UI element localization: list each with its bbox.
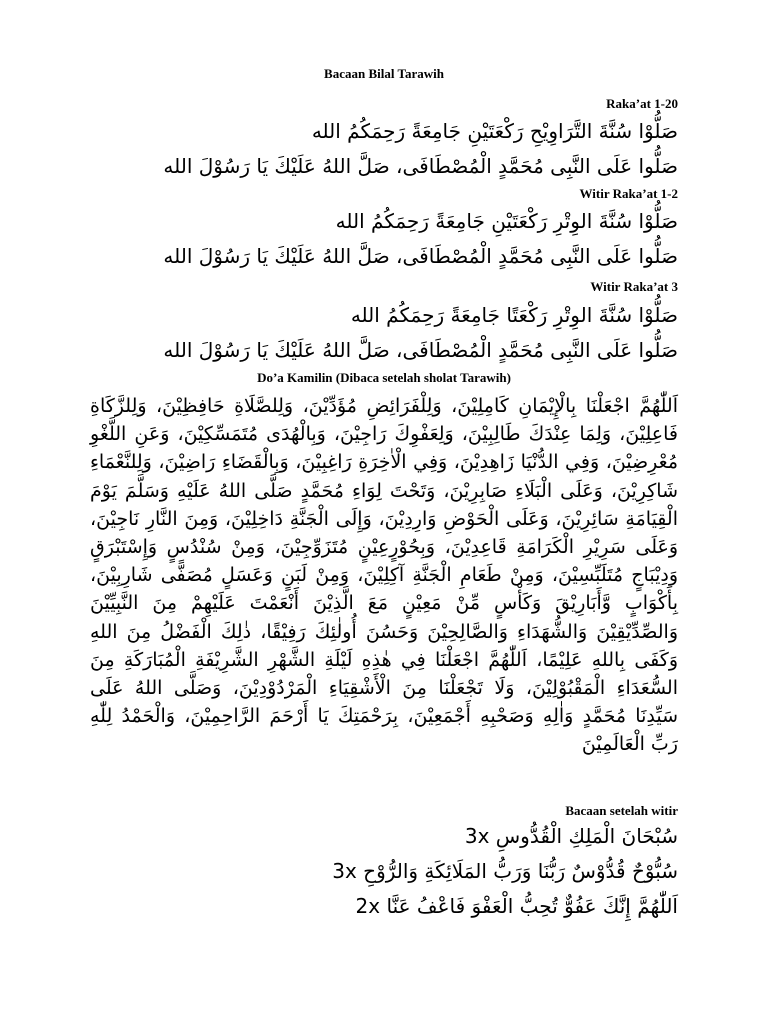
section-heading-rakaat-1-20: Raka’at 1-20 — [606, 96, 678, 111]
document-title: Bacaan Bilal Tarawih — [324, 66, 444, 81]
doa-kamilin-heading: Do’a Kamilin (Dibaca setelah sholat Tarawih) — [257, 370, 511, 385]
section-heading-witir-3: Witir Raka’at 3 — [590, 279, 678, 294]
tasbih-text: سُبْحَانَ الْمَلِكِ الْقُدُّوسِ — [495, 824, 678, 848]
repeat-count: 2x — [355, 894, 381, 918]
shalawat-line: صَلُّوا عَلَى النَّبِى مُحَمَّدٍ الْمُصْطَافَى، صَلَّ اللهُ عَلَيْكَ يَا رَسُوْلَ الله — [163, 244, 678, 268]
doa-kamilin-text: اَللّٰهُمَّ اجْعَلْنَا بِالْإِيْمَانِ كَامِلِيْنَ، وَلِلْفَرَائِضِ مُؤَدِّيْنَ، وَلِلصَّلَاةِ حَافِظِيْنَ، وَلِلزَّكَاةِ فَاعِلِيْنَ، وَلِمَا عِنْدَكَ طَالِبِيْنَ، وَلِعَفْوِكَ رَاجِيْنَ، وَبِالْهُدَى مُتَمَسِّكِيْنَ، وَعَنِ اللَّغْوِ مُعْرِضِيْنَ، وَفِي الدُّنْيَا زَاهِدِيْنَ، وَفِي الْاٰخِرَةِ رَاغِبِيْنَ، وَبِالْقَضَاءِ رَاضِيْنَ، وَلِلنَّعْمَاءِ شَاكِرِيْنَ، وَعَلَى الْبَلَاءِ صَابِرِيْنَ، وَتَحْتَ لِوَاءِ مُحَمَّدٍ صَلَّى اللهُ عَلَيْهِ وَسَلَّمَ يَوْمَ الْقِيَامَةِ سَائِرِيْنَ، وَعَلَى الْحَوْضِ وَارِدِيْنَ، وَإِلَى الْجَنَّةِ دَاخِلِيْنَ، وَمِنَ النَّارِ نَاجِيْنَ، وَعَلَى سَرِيْرِ الْكَرَامَةِ قَاعِدِيْنَ، وَبِحُوْرٍعِيْنٍ مُتَزَوِّجِيْنَ، وَمِنْ سُنْدُسٍ وَإِسْتَبْرَقٍ وَدِيْبَاجٍ مُتَلَبِّسِيْنَ، وَمِنْ طَعَامِ الْجَنَّةِ آكِلِيْنَ، وَمِنْ لَبَنٍ وَعَسَلٍ مُصَفًّى شَارِبِيْنَ، بِأَكْوَابٍ وَّأَبَارِيْقَ وَكَأْسٍ مِّنْ مَعِيْنٍ مَعَ الَّذِيْنَ أَنْعَمْتَ عَلَيْهِمْ مِنَ النَّبِيِّيْنَ وَالصِّدِّيْقِيْنَ وَالشُّهَدَاءِ وَالصَّالِحِيْنَ وَحَسُنَ أُولٰئِكَ رَفِيْقًا، ذٰلِكَ الْفَضْلُ مِنَ اللهِ وَكَفَى بِاللهِ عَلِيْمًا، اَللّٰهُمَّ اجْعَلْنَا فِي هٰذِهِ لَيْلَةِ الشَّهْرِ الشَّرِيْفَةِ الْمُبَارَكَةِ مِنَ السُّعَدَاءِ الْمَقْبُوْلِيْنَ، وَلَا تَجْعَلْنَا مِنَ الْأَشْقِيَاءِ الْمَرْدُوْدِيْنَ، وَصَلَّى اللهُ عَلَى سَيِّدِنَا مُحَمَّدٍ وَاٰلِهِ وَصَحْبِهِ أَجْمَعِيْنَ، بِرَحْمَتِكَ يَا أَرْحَمَ الرَّاحِمِيْنَ، وَالْحَمْدُ لِلّٰهِ رَبِّ الْعَالَمِيْنَ — [90, 395, 678, 756]
tasbih-text: سُبُّوْحٌ قُدُّوْسٌ رَبُّنَا وَرَبُّ المَلَائِكَةِ وَالرُّوْحِ — [363, 859, 678, 883]
repeat-count: 3x — [464, 824, 490, 848]
bilal-line: صَلُّوْا سُنَّةَ الوِتْرِ رَكْعَتًا جَامِعَةً رَحِمَكُمُ الله — [350, 303, 678, 327]
shalawat-line: صَلُّوا عَلَى النَّبِى مُحَمَّدٍ الْمُصْطَافَى، صَلَّ اللهُ عَلَيْكَ يَا رَسُوْلَ الله — [163, 154, 678, 178]
doa-text: اَللّٰهُمَّ إِنَّكَ عَفُوٌّ تُحِبُّ الْعَفْوَ فَاعْفُ عَنَّا — [386, 894, 678, 918]
shalawat-line: صَلُّوا عَلَى النَّبِى مُحَمَّدٍ الْمُصْطَافَى، صَلَّ اللهُ عَلَيْكَ يَا رَسُوْلَ الله — [163, 338, 678, 362]
doa-line — [0, 894, 678, 918]
witir-after-heading: Bacaan setelah witir — [565, 803, 678, 818]
section-heading-witir-1-2: Witir Raka’at 1-2 — [579, 186, 678, 201]
tasbih-line — [0, 824, 678, 848]
tasbih-line — [0, 859, 678, 883]
repeat-count: 3x — [332, 859, 357, 883]
bilal-line: صَلُّوْا سُنَّةَ الوِتْرِ رَكْعَتَيْنِ جَامِعَةً رَحِمَكُمُ الله — [335, 209, 678, 233]
bilal-line: صَلُّوْا سُنَّةَ التَّرَاوِيْحِ رَكْعَتَيْنِ جَامِعَةً رَحِمَكُمُ الله — [311, 119, 678, 143]
